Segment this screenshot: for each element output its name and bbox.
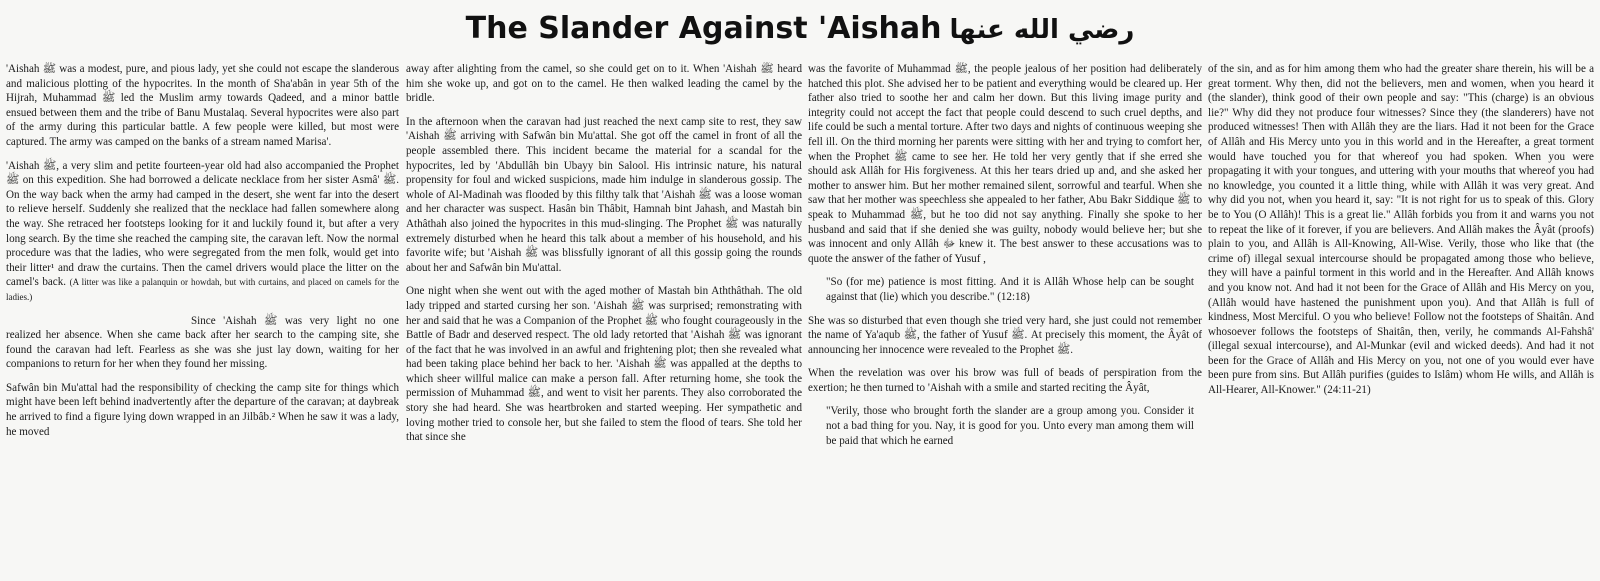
column-4 [1208,62,1594,578]
paragraph [6,159,399,305]
quote-block: "Verily, those who brought forth the slander are a group among you. Consider it not a bad thing for you. Nay, it is good for you. Unto every man among them will be paid that which he earned [826,405,1194,447]
paragraph: 'Aishah ﷺ was a modest, pure, and pious lady, yet she could not escape the slanderous and malicious plotting of the hypocrites. In the month of Sha'abân in year 5th of the Hijrah, Muhammad ﷺ led the Muslim army towards Qadeed, and a minor battle ensued between them and the tribe of Banu Mustalaq. Several hypocrites were also part of the army during this particular battle. A few people were killed, but most were captured. The army was camped on the banks of a stream named Marisa'. [6,63,399,148]
paragraph: Safwân bin Mu'attal had the responsibility of checking the camp site for things which might have been left behind inadvertently after the departure of the caravan; at daybreak he arrived to find a figure lying down wrapped in an Jilbâb.² When he saw it was a lady, he moved [6,381,399,438]
column-3 [808,62,1202,578]
paragraph-text: 'Aishah ﷺ, a very slim and petite fourteen-year old had also accompanied the Prophet ﷺ on this expedition. She had borrowed a delicate necklace from her sister Asmâ' ﷺ. On the way back when the army had camped in the desert, she went far into the desert to relieve herself. Suddenly she realized that the necklace had fallen somewhere along the way. She retraced her footsteps looking for it and luckily found it, but after a very long search. By the time she reached the camping site, the caravan left. Now the normal procedure was that the ladies, who were segregated from the men folk, would get into their litter¹ and draw the curtains. Then the camel drivers would place the litter on the camel's back. [6,159,399,289]
title-text: The Slander Against 'Aishah [465,11,942,46]
paragraph: of the sin, and as for him among them who had the greater share therein, his will be a great torment. Why then, did not the believers, men and women, when you heard it (the slander), think good of their own people and say: "This (charge) is an obvious lie?" Why did they not produce four witnesses? Since they (the slanderers) have not produced witnesses! Then with Allâh they are the liars. Had it not been for the Grace of Allâh and His Mercy unto you in this world and in the Hereafter, a great torment would have touched you for that whereof you had spoken. When you were propagating it with your tongues, and uttering with your mouths that whereof you had no knowledge, you counted it a little thing, while with Allâh it was very great. And why did you not, when you heard it, say: "It is not right for us to speak of this. Glory be to You (O Allâh)! This is a great lie." Allâh forbids you from it and warns you not to repeat the like of it forever, if you are believers. And Allâh makes the Âyât (proofs) plain to you, and Allâh is All-Knowing, All-Wise. Verily, those who like that (the crime of) illegal sexual intercourse should be propagated among those who believe, they will have a painful torment in this world and in the Hereafter. And Allâh knows and you know not. And had it not been for the Grace of Allâh and His Mercy on you, (Allâh would have hastened the punishment upon you). And that Allâh is full of kindness, Most Merciful. O you who believe! Follow not the footsteps of Shaitân. And whosoever follows the footsteps of Shaitân, then, verily, he commands Al-Fahshâ' (illegal sexual intercourse), and Al-Munkar (evil and wicked deeds). And had it not been for the Grace of Allâh and His Mercy on you, not one of you would ever have been pure from sins. But Allâh purifies (guides to Islâm) whom He wills, and Allâh is All-Hearer, All-Knower." (24:11-21) [1208,63,1594,397]
title-arabic: رضي الله عنها [949,15,1135,45]
paragraph: When the revelation was over his brow was full of beads of perspiration from the exertion; he then turned to 'Aishah with a smile and started reciting the Âyât, [808,367,1202,394]
footnote: (A litter was like a palanquin or howdah, but with curtains, and placed on camels for the ladies.) [6,277,399,302]
paragraph: One night when she went out with the aged mother of Mastah bin Aththâthah. The old lady tripped and started cursing her son. 'Aishah ﷺ was surprised; remonstrating with her and said that he was a Companion of the Prophet ﷺ who fought courageously in the Battle of Badr and deserved respect. The old lady retorted that 'Aishah ﷺ was ignorant of the fact that he was involved in an awful and frightening plot; then she revealed what had been taking place behind her back to her. 'Aishah ﷺ was appalled at the depths to which sheer willful malice can make a person fall. After returning home, she took the permission of Muhammad ﷺ, and went to visit her parents. They also corroborated the story she had heard. She was heartbroken and started weeping. Her sympathetic and loving mother tried to console her, but she failed to stem the flood of tears. She told her that since she [406,285,802,444]
paragraph: away after alighting from the camel, so she could get on to it. When 'Aishah ﷺ heard him she woke up, and got on to the camel. He then walked leading the camel by the bridle. [406,63,802,105]
paragraph: was the favorite of Muhammad ﷺ, the people jealous of her position had deliberately hatched this plot. She advised her to be patient and everything would be cleared up. Her father also tried to soothe her and calm her down. But this living image purity and integrity could not accept the fact that people could descend to such cruel depths, and life could be such a mental torture. After two days and nights of continuous weeping she fell ill. On the third morning her parents were sitting with her and trying to comfort her, when the Prophet ﷺ came to see her. He told her very gently that if she erred she should ask Allâh for His forgiveness. At this her tears dried up and, and she asked her mother to answer him. But her mother remained silent, sorrowful and tearful. When she saw that her mother was speechless she appealed to her father, Abu Bakr Siddique ﷺ to speak to Muhammad ﷺ, but he too did not say anything. Finally she spoke to her husband and said that if she denied she was guilty, nobody would believe her; but she was innocent and only Allâh ﷻ knew it. The best answer to these accusations was to quote the answer of the father of Yusuf , [808,63,1202,265]
quote-block: "So (for me) patience is most fitting. And it is Allâh Whose help can be sought against that (lie) which you describe." (12:18) [826,276,1194,303]
paragraph: She was so disturbed that even though she tried very hard, she just could not remember the name of Ya'aqub ﷺ, the father of Yusuf ﷺ. At precisely this moment, the Âyât of announcing her innocence were revealed to the Prophet ﷺ. [808,314,1202,356]
paragraph: Since 'Aishah ﷺ was very light no one realized her absence. When she came back after her search to the camping site, she found the caravan had left. Fearless as she was she just lay down, waiting for her companions to return for her when they found her missing. [6,314,399,371]
column-1 [6,62,399,578]
column-2 [406,62,802,578]
paragraph: In the afternoon when the caravan had just reached the next camp site to rest, they saw 'Aishah ﷺ arriving with Safwân bin Mu'attal. She got off the camel in front of all the people assembled there. This incident became the material for a scandal for the hypocrites, led by 'Abdullâh bin Ubayy bin Salool. His intrinsic nature, his natural propensity for foul and wicked suspicions, made him indulge in slanderous gossip. The whole of Al-Madinah was flooded by this filthy talk that 'Aishah ﷺ was a loose woman and her character was suspect. Hasân bin Thâbit, Hamnah bint Jahash, and Mastah bin Athâthah also joined the hypocrites in this mud-slinging. The Prophet ﷺ was naturally extremely disturbed when he heard this talk about a member of his household, and his favorite wife; but 'Aishah ﷺ was blissfully ignorant of all this gossip going the rounds about her and Safwân bin Mu'attal. [406,115,802,274]
page-title [0,9,1600,49]
